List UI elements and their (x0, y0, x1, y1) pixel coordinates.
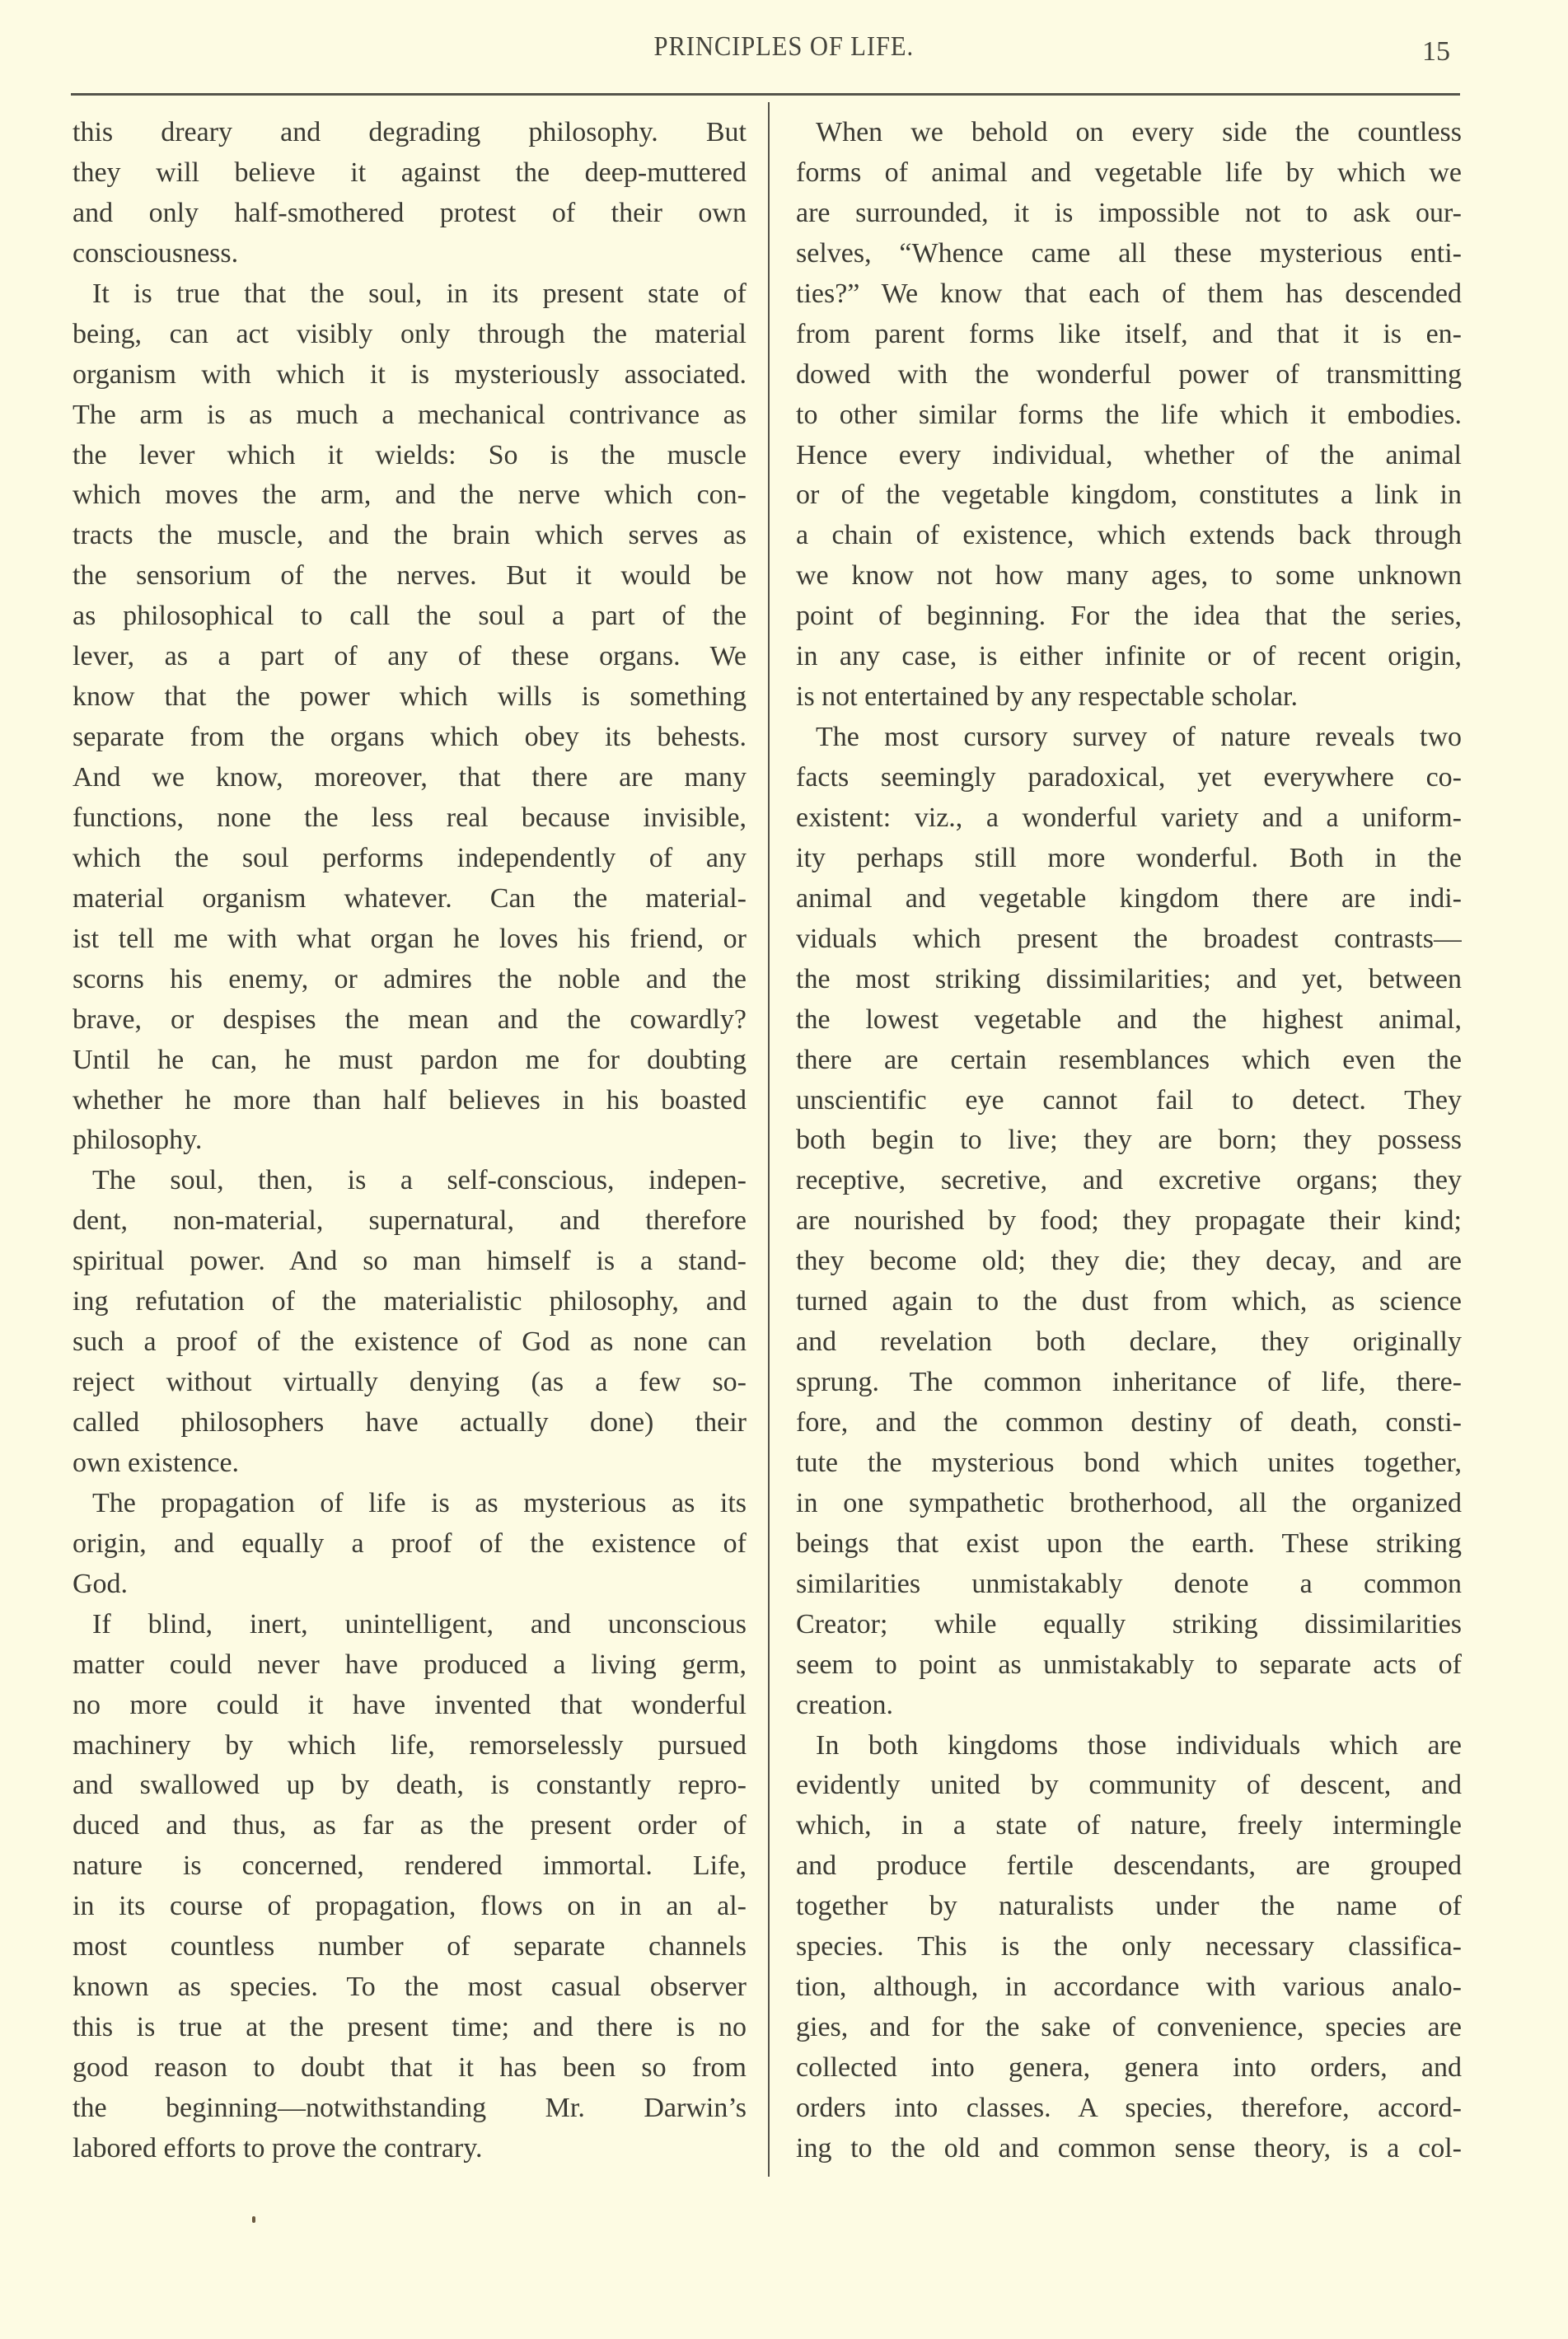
text-line: this dreary and degrading philosophy. But (73, 117, 747, 147)
text-line: spiritual power. And so man himself is a stand- (73, 1246, 747, 1277)
text-line: is not entertained by any respectable scholar. (796, 681, 1298, 713)
text-line: scorns his enemy, or admires the noble and the (73, 963, 747, 994)
text-line: in any case, is either infinite or of recent origin, (796, 641, 1462, 672)
text-line: from parent forms like itself, and that it is en- (796, 318, 1462, 349)
text-line: When we behold on every side the countless (816, 117, 1462, 147)
text-line: being, can act visibly only through the material (73, 318, 747, 349)
text-line: machinery by which life, remorselessly pursued (73, 1729, 747, 1761)
text-line: functions, none the less real because invisible, (73, 802, 747, 833)
text-line: ing refutation of the materialistic philosophy, and (73, 1286, 747, 1317)
text-line: organism with which it is mysteriously associated. (73, 358, 747, 390)
text-line: duced and thus, as far as the present order of (73, 1810, 747, 1841)
text-line: philosophy. (73, 1125, 203, 1156)
text-line: turned again to the dust from which, as science (796, 1286, 1462, 1317)
text-line: this is true at the present time; and there is no (73, 2012, 747, 2043)
text-line: nature is concerned, rendered immortal. Life, (73, 1850, 747, 1882)
text-line: similarities unmistakably denote a common (796, 1568, 1462, 1599)
running-title: PRINCIPLES OF LIFE. (653, 31, 915, 62)
text-line: The propagation of life is as mysterious as its (92, 1487, 747, 1518)
text-line: point of beginning. For the idea that the series, (796, 601, 1462, 632)
column-divider (768, 102, 770, 2177)
text-line: and only half-smothered protest of their own (73, 197, 747, 228)
text-line: the lever which it wields: So is the muscle (73, 439, 747, 470)
text-line: tion, although, in accordance with various analo- (796, 1972, 1462, 2003)
text-line: Hence every individual, whether of the animal (796, 439, 1462, 470)
text-line: which the soul performs independently of any (73, 842, 747, 873)
text-line: collected into genera, genera into orders, and (796, 2052, 1462, 2083)
text-line: no more could it have invented that wonderful (73, 1689, 747, 1720)
text-line: they become old; they die; they decay, and are (796, 1246, 1462, 1277)
text-line: sprung. The common inheritance of life, there- (796, 1367, 1462, 1398)
text-line: gies, and for the sake of convenience, species are (796, 2012, 1462, 2043)
text-line: the most striking dissimilarities; and yet, between (796, 963, 1462, 994)
text-line: there are certain resemblances which even the (796, 1044, 1462, 1075)
text-line: viduals which present the broadest contrasts— (796, 923, 1462, 954)
text-line: as philosophical to call the soul a part of the (73, 601, 747, 632)
text-line: brave, or despises the mean and the cowardly? (73, 1003, 747, 1035)
text-line: dowed with the wonderful power of transmitting (796, 358, 1462, 390)
text-line: which moves the arm, and the nerve which con- (73, 479, 747, 511)
text-line: tute the mysterious bond which unites together, (796, 1447, 1462, 1478)
left-column (73, 113, 747, 2169)
text-line: which, in a state of nature, freely intermingle (796, 1810, 1462, 1841)
text-line: facts seemingly paradoxical, yet everywhere co- (796, 762, 1462, 793)
text-line: Until he can, he must pardon me for doubting (73, 1044, 747, 1075)
text-line: The arm is as much a mechanical contrivance as (73, 399, 747, 430)
text-line: ist tell me with what organ he loves his friend, or (73, 923, 747, 954)
text-line: orders into classes. A species, therefore, accord- (796, 2092, 1462, 2123)
text-line: evidently united by community of descent, and (796, 1770, 1462, 1801)
right-column (796, 113, 1462, 2169)
text-line: together by naturalists under the name of (796, 1891, 1462, 1922)
text-line: God. (73, 1568, 129, 1599)
text-line: a chain of existence, which extends back through (796, 520, 1462, 551)
text-line: origin, and equally a proof of the existence of (73, 1527, 747, 1559)
text-line: the beginning—notwithstanding Mr. Darwin’s (73, 2092, 747, 2123)
text-line: If blind, inert, unintelligent, and unconscious (92, 1608, 747, 1640)
text-line: The soul, then, is a self-conscious, indepen- (92, 1165, 747, 1196)
text-line: called philosophers have actually done) their (73, 1407, 747, 1438)
text-line: are surrounded, it is impossible not to ask our- (796, 197, 1462, 228)
text-line: dent, non-material, supernatural, and therefore (73, 1205, 747, 1237)
text-line: both begin to live; they are born; they possess (796, 1125, 1462, 1156)
page-number: 15 (1422, 36, 1450, 67)
text-line: we know not how many ages, to some unknown (796, 560, 1462, 592)
text-line: and revelation both declare, they originally (796, 1326, 1462, 1358)
text-line: labored efforts to prove the contrary. (73, 2132, 483, 2164)
text-line: The most cursory survey of nature reveals two (816, 722, 1462, 753)
text-line: fore, and the common destiny of death, consti- (796, 1407, 1462, 1438)
running-head (0, 31, 1568, 63)
text-line: material organism whatever. Can the material- (73, 882, 747, 914)
text-line: and produce fertile descendants, are grouped (796, 1850, 1462, 1882)
text-line: know that the power which wills is something (73, 681, 747, 713)
text-line: and swallowed up by death, is constantly repro- (73, 1770, 747, 1801)
text-line: good reason to doubt that it has been so from (73, 2052, 747, 2083)
text-line: existent: viz., a wonderful variety and a uniform- (796, 802, 1462, 833)
text-line: own existence. (73, 1447, 240, 1478)
text-line: unscientific eye cannot fail to detect. They (796, 1084, 1462, 1116)
text-line: or of the vegetable kingdom, constitutes a link in (796, 479, 1462, 511)
text-line: In both kingdoms those individuals which are (816, 1729, 1462, 1761)
text-line: And we know, moreover, that there are many (73, 762, 747, 793)
text-line: seem to point as unmistakably to separate acts of (796, 1649, 1462, 1680)
text-line: beings that exist upon the earth. These striking (796, 1527, 1462, 1559)
text-line: It is true that the soul, in its present state of (92, 278, 747, 309)
text-line: consciousness. (73, 237, 239, 269)
text-line: forms of animal and vegetable life by which we (796, 157, 1462, 188)
header-rule (71, 93, 1460, 96)
text-line: known as species. To the most casual observer (73, 1972, 747, 2003)
text-line: whether he more than half believes in his boasted (73, 1084, 747, 1116)
text-line: Creator; while equally striking dissimilarities (796, 1608, 1462, 1640)
text-line: reject without virtually denying (as a few so- (73, 1367, 747, 1398)
text-line: matter could never have produced a living germ, (73, 1649, 747, 1680)
text-line: ties?” We know that each of them has descended (796, 278, 1462, 309)
text-line: tracts the muscle, and the brain which serves as (73, 520, 747, 551)
text-line: creation. (796, 1689, 893, 1720)
text-line: receptive, secretive, and excretive organs; they (796, 1165, 1462, 1196)
text-line: the sensorium of the nerves. But it would be (73, 560, 747, 592)
text-line: most countless number of separate channels (73, 1931, 747, 1962)
text-line: they will believe it against the deep-muttered (73, 157, 747, 188)
text-line: in one sympathetic brotherhood, all the organized (796, 1487, 1462, 1518)
text-line: lever, as a part of any of these organs. We (73, 641, 747, 672)
text-line: separate from the organs which obey its behests. (73, 722, 747, 753)
text-line: the lowest vegetable and the highest animal, (796, 1003, 1462, 1035)
text-line: such a proof of the existence of God as none can (73, 1326, 747, 1358)
text-line: in its course of propagation, flows on in an al- (73, 1891, 747, 1922)
text-line: to other similar forms the life which it embodies. (796, 399, 1462, 430)
text-line: are nourished by food; they propagate their kind; (796, 1205, 1462, 1237)
text-line: species. This is the only necessary classifica- (796, 1931, 1462, 1962)
ink-speck (252, 2216, 255, 2223)
text-line: selves, “Whence came all these mysterious enti- (796, 237, 1462, 269)
text-line: ing to the old and common sense theory, is a col- (796, 2132, 1462, 2164)
text-line: ity perhaps still more wonderful. Both in the (796, 842, 1462, 873)
text-line: animal and vegetable kingdom there are indi- (796, 882, 1462, 914)
